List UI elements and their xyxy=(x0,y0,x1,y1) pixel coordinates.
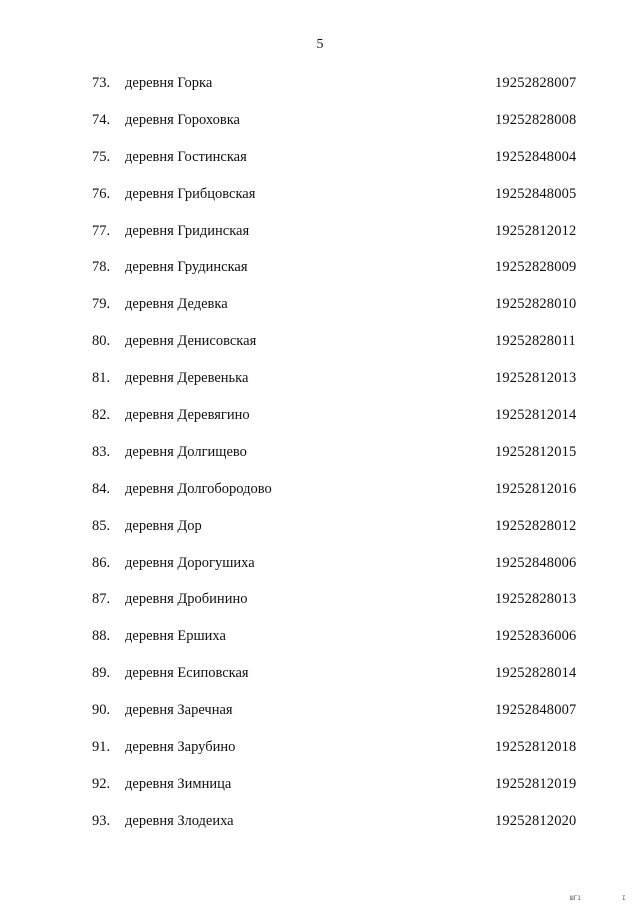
list-item xyxy=(0,590,640,627)
item-number: 83. xyxy=(92,443,111,460)
list-item xyxy=(0,554,640,591)
list-item xyxy=(0,738,640,775)
item-name: деревня Денисовская xyxy=(125,333,257,350)
list-item xyxy=(0,332,640,369)
item-number: 92. xyxy=(92,775,111,792)
item-number: 75. xyxy=(92,148,111,165)
item-code: 19252828007 xyxy=(495,75,577,91)
item-code: 19252828014 xyxy=(495,665,577,682)
item-name: деревня Гороховка xyxy=(125,111,240,128)
item-number: 90. xyxy=(92,702,111,719)
item-name: деревня Есиповская xyxy=(125,665,249,682)
settlement-list xyxy=(0,74,640,849)
footer-mark-right: I xyxy=(622,895,626,902)
item-name: деревня Дор xyxy=(125,517,202,534)
item-number: 84. xyxy=(92,480,111,497)
item-name: деревня Гостинская xyxy=(125,148,247,165)
item-number: 78. xyxy=(92,259,111,276)
list-item xyxy=(0,480,640,517)
item-code: 19252848006 xyxy=(495,554,577,571)
list-item xyxy=(0,627,640,664)
item-code: 19252828008 xyxy=(495,111,577,128)
item-number: 86. xyxy=(92,554,111,571)
item-number: 93. xyxy=(92,812,111,829)
list-item xyxy=(0,222,640,259)
item-name: деревня Зарубино xyxy=(125,739,236,756)
item-number: 91. xyxy=(92,739,111,756)
item-name: деревня Горка xyxy=(125,75,213,91)
list-item xyxy=(0,701,640,738)
item-number: 82. xyxy=(92,407,111,424)
item-code: 19252812013 xyxy=(495,370,577,387)
item-code: 19252848005 xyxy=(495,185,577,202)
item-number: 73. xyxy=(92,75,111,91)
item-code: 19252848004 xyxy=(495,148,577,165)
item-name: деревня Дорогушиха xyxy=(125,554,255,571)
list-item xyxy=(0,812,640,849)
item-name: деревня Деревягино xyxy=(125,407,250,424)
item-name: деревня Дедевка xyxy=(125,296,228,313)
list-item xyxy=(0,74,640,111)
item-number: 81. xyxy=(92,370,111,387)
list-item xyxy=(0,185,640,222)
item-name: деревня Долгищево xyxy=(125,443,247,460)
item-name: деревня Дробинино xyxy=(125,591,248,608)
item-code: 19252812016 xyxy=(495,480,577,497)
footer-mark: ШГ1 xyxy=(570,895,581,902)
item-name: деревня Заречная xyxy=(125,702,233,719)
item-name: деревня Долгобородово xyxy=(125,480,272,497)
item-number: 77. xyxy=(92,222,111,239)
list-item xyxy=(0,775,640,812)
item-code: 19252828009 xyxy=(495,259,577,276)
item-name: деревня Гридинская xyxy=(125,222,250,239)
item-code: 19252812015 xyxy=(495,443,577,460)
item-code: 19252848007 xyxy=(495,702,577,719)
item-name: деревня Зимница xyxy=(125,775,232,792)
item-number: 74. xyxy=(92,111,111,128)
item-number: 88. xyxy=(92,628,111,645)
item-code: 19252828011 xyxy=(495,333,576,350)
item-code: 19252812014 xyxy=(495,407,577,424)
item-code: 19252812019 xyxy=(495,775,577,792)
item-code: 19252828012 xyxy=(495,517,577,534)
item-name: деревня Грудинская xyxy=(125,259,248,276)
list-item xyxy=(0,111,640,148)
item-code: 19252836006 xyxy=(495,628,577,645)
list-item xyxy=(0,148,640,185)
item-code: 19252812012 xyxy=(495,222,577,239)
item-code: 19252812020 xyxy=(495,812,577,829)
item-number: 80. xyxy=(92,333,111,350)
item-number: 89. xyxy=(92,665,111,682)
list-item xyxy=(0,369,640,406)
item-number: 85. xyxy=(92,517,111,534)
item-code: 19252812018 xyxy=(495,739,577,756)
list-item xyxy=(0,295,640,332)
item-code: 19252828010 xyxy=(495,296,577,313)
item-number: 87. xyxy=(92,591,111,608)
list-item xyxy=(0,443,640,480)
page-number: 5 xyxy=(316,37,324,52)
item-name: деревня Злодеиха xyxy=(125,812,234,829)
item-code: 19252828013 xyxy=(495,591,577,608)
list-item xyxy=(0,664,640,701)
item-number: 76. xyxy=(92,185,111,202)
item-name: деревня Деревенька xyxy=(125,370,249,387)
list-item xyxy=(0,517,640,554)
item-name: деревня Грибцовская xyxy=(125,185,256,202)
item-name: деревня Ершиха xyxy=(125,628,226,645)
list-item xyxy=(0,406,640,443)
item-number: 79. xyxy=(92,296,111,313)
list-item xyxy=(0,258,640,295)
